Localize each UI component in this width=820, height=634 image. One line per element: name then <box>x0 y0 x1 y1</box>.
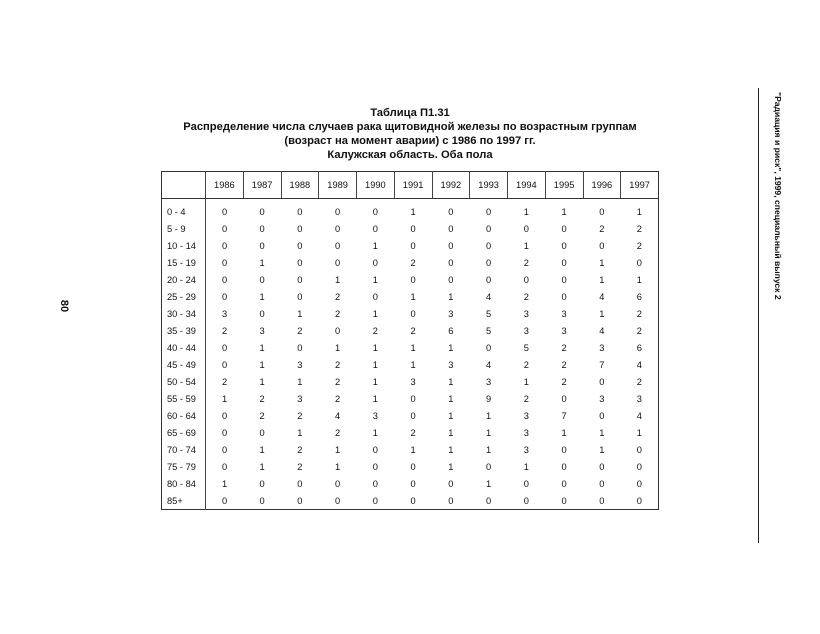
case-count-cell: 2 <box>561 342 567 353</box>
case-count-cell: 4 <box>599 291 605 302</box>
case-count-cell: 1 <box>410 444 416 455</box>
case-count-cell: 0 <box>599 376 605 387</box>
case-count-cell: 0 <box>372 291 378 302</box>
case-count-cell: 0 <box>372 257 378 268</box>
case-count-cell: 0 <box>335 240 341 251</box>
case-count-cell: 1 <box>372 342 378 353</box>
case-count-cell: 0 <box>486 342 492 353</box>
case-count-cell: 0 <box>448 206 454 217</box>
case-count-cell: 2 <box>561 359 567 370</box>
case-count-cell: 1 <box>410 359 416 370</box>
case-count-cell: 1 <box>523 206 529 217</box>
case-count-cell: 3 <box>523 444 529 455</box>
case-count-cell: 3 <box>599 342 605 353</box>
case-count-cell: 0 <box>259 206 265 217</box>
case-count-cell: 0 <box>599 495 605 506</box>
case-count-cell: 1 <box>486 410 492 421</box>
age-group-label: 35 - 39 <box>162 322 206 339</box>
year-header-1988: 1988 <box>281 172 319 199</box>
age-group-label: 70 - 74 <box>162 441 206 458</box>
table-row <box>162 407 659 424</box>
table-body <box>162 199 659 510</box>
age-group-label: 25 - 29 <box>162 288 206 305</box>
case-count-cell: 1 <box>448 461 454 472</box>
case-count-cell: 2 <box>523 291 529 302</box>
case-count-cell: 0 <box>259 427 265 438</box>
case-count-cell: 0 <box>448 478 454 489</box>
year-header-1990: 1990 <box>357 172 395 199</box>
age-group-label: 75 - 79 <box>162 458 206 475</box>
case-count-cell: 0 <box>523 274 529 285</box>
case-count-cell: 1 <box>372 274 378 285</box>
case-count-cell: 0 <box>410 240 416 251</box>
case-count-cell: 0 <box>372 461 378 472</box>
case-count-cell: 1 <box>448 376 454 387</box>
table-row <box>162 237 659 254</box>
case-count-cell: 0 <box>410 308 416 319</box>
case-count-cell: 0 <box>372 495 378 506</box>
case-count-cell: 0 <box>222 206 228 217</box>
case-count-cell: 0 <box>372 444 378 455</box>
case-count-cell: 0 <box>561 274 567 285</box>
age-group-label: 0 - 4 <box>162 203 206 220</box>
case-count-cell: 1 <box>259 359 265 370</box>
case-count-cell: 0 <box>486 461 492 472</box>
case-count-cell: 1 <box>486 478 492 489</box>
year-header-1987: 1987 <box>243 172 281 199</box>
case-count-cell: 5 <box>486 325 492 336</box>
case-count-cell: 3 <box>222 308 228 319</box>
case-count-cell: 2 <box>636 308 642 319</box>
case-count-cell: 0 <box>297 274 303 285</box>
year-header-1991: 1991 <box>394 172 432 199</box>
case-count-cell: 0 <box>636 444 642 455</box>
case-count-cell: 3 <box>297 393 303 404</box>
case-count-cell: 4 <box>486 291 492 302</box>
case-count-cell: 0 <box>410 410 416 421</box>
case-count-cell: 0 <box>222 291 228 302</box>
case-count-cell: 0 <box>448 223 454 234</box>
table-row <box>162 356 659 373</box>
case-count-cell: 2 <box>335 308 341 319</box>
case-count-cell: 2 <box>410 257 416 268</box>
case-count-cell: 1 <box>486 427 492 438</box>
case-count-cell: 0 <box>222 342 228 353</box>
case-count-cell: 4 <box>486 359 492 370</box>
case-count-cell: 0 <box>561 393 567 404</box>
case-count-cell: 0 <box>523 223 529 234</box>
case-count-cell: 1 <box>372 393 378 404</box>
case-count-cell: 1 <box>410 342 416 353</box>
case-count-cell: 3 <box>410 376 416 387</box>
table-row <box>162 254 659 271</box>
case-count-cell: 2 <box>335 359 341 370</box>
case-count-cell: 1 <box>259 291 265 302</box>
case-count-cell: 0 <box>222 495 228 506</box>
case-count-cell: 0 <box>410 478 416 489</box>
case-count-cell: 1 <box>599 274 605 285</box>
case-count-cell: 1 <box>448 444 454 455</box>
case-count-cell: 3 <box>523 427 529 438</box>
case-count-cell: 5 <box>486 308 492 319</box>
case-count-cell: 4 <box>335 410 341 421</box>
case-count-cell: 3 <box>561 308 567 319</box>
table-row <box>162 220 659 237</box>
age-group-label: 80 - 84 <box>162 475 206 492</box>
case-count-cell: 0 <box>599 240 605 251</box>
case-count-cell: 2 <box>561 376 567 387</box>
age-group-label: 15 - 19 <box>162 254 206 271</box>
age-group-label: 45 - 49 <box>162 356 206 373</box>
case-count-cell: 1 <box>636 427 642 438</box>
case-count-cell: 1 <box>410 291 416 302</box>
case-count-cell: 0 <box>561 240 567 251</box>
case-count-cell: 2 <box>297 461 303 472</box>
age-group-label: 85+ <box>162 492 206 510</box>
case-count-cell: 1 <box>448 342 454 353</box>
case-count-cell: 1 <box>372 359 378 370</box>
age-group-label: 5 - 9 <box>162 220 206 237</box>
table-row <box>162 492 659 510</box>
case-count-cell: 1 <box>523 376 529 387</box>
case-count-cell: 0 <box>448 257 454 268</box>
case-count-cell: 1 <box>297 308 303 319</box>
case-count-cell: 2 <box>599 223 605 234</box>
case-count-cell: 1 <box>335 274 341 285</box>
case-count-cell: 1 <box>561 427 567 438</box>
case-count-cell: 0 <box>561 291 567 302</box>
case-count-cell: 0 <box>561 478 567 489</box>
year-header-1994: 1994 <box>508 172 546 199</box>
case-count-cell: 0 <box>410 223 416 234</box>
age-group-label: 30 - 34 <box>162 305 206 322</box>
case-count-cell: 2 <box>335 393 341 404</box>
case-count-cell: 1 <box>561 206 567 217</box>
case-count-cell: 4 <box>636 359 642 370</box>
case-count-cell: 1 <box>410 206 416 217</box>
case-count-cell: 0 <box>599 461 605 472</box>
case-count-cell: 1 <box>372 308 378 319</box>
case-count-cell: 1 <box>297 427 303 438</box>
case-count-cell: 0 <box>636 478 642 489</box>
case-count-cell: 0 <box>259 240 265 251</box>
case-count-cell: 0 <box>259 308 265 319</box>
case-count-cell: 0 <box>297 478 303 489</box>
case-count-cell: 1 <box>259 461 265 472</box>
case-count-cell: 1 <box>372 240 378 251</box>
case-count-cell: 0 <box>486 495 492 506</box>
case-count-cell: 0 <box>222 427 228 438</box>
case-count-cell: 0 <box>599 206 605 217</box>
case-count-cell: 1 <box>335 342 341 353</box>
case-count-cell: 0 <box>561 257 567 268</box>
running-head <box>771 92 783 300</box>
case-count-cell: 1 <box>335 461 341 472</box>
age-group-label: 65 - 69 <box>162 424 206 441</box>
case-count-cell: 0 <box>372 478 378 489</box>
case-count-cell: 2 <box>297 410 303 421</box>
case-count-cell: 1 <box>222 478 228 489</box>
case-count-cell: 1 <box>486 444 492 455</box>
case-count-cell: 3 <box>523 325 529 336</box>
case-count-cell: 1 <box>448 410 454 421</box>
case-count-cell: 1 <box>259 342 265 353</box>
case-count-cell: 0 <box>259 274 265 285</box>
case-count-cell: 3 <box>486 376 492 387</box>
year-header-1996: 1996 <box>583 172 621 199</box>
table-row <box>162 305 659 322</box>
case-count-cell: 0 <box>561 495 567 506</box>
case-count-cell: 2 <box>335 376 341 387</box>
case-count-cell: 1 <box>448 393 454 404</box>
year-header-1995: 1995 <box>545 172 583 199</box>
case-count-cell: 3 <box>561 325 567 336</box>
table-row <box>162 373 659 390</box>
case-count-cell: 0 <box>523 478 529 489</box>
table-row <box>162 288 659 305</box>
case-count-cell: 1 <box>599 427 605 438</box>
case-count-cell: 3 <box>297 359 303 370</box>
case-count-cell: 2 <box>410 325 416 336</box>
case-count-cell: 2 <box>636 223 642 234</box>
case-count-cell: 3 <box>523 308 529 319</box>
data-table <box>161 171 659 510</box>
case-count-cell: 2 <box>335 427 341 438</box>
table-row <box>162 339 659 356</box>
case-count-cell: 2 <box>523 359 529 370</box>
case-count-cell: 1 <box>297 376 303 387</box>
table-row <box>162 203 659 220</box>
case-count-cell: 0 <box>636 461 642 472</box>
running-head-text: "Радиация и риск", 1999, специальный выпуск 2 <box>773 92 783 300</box>
year-header-1997: 1997 <box>621 172 659 199</box>
case-count-cell: 0 <box>259 223 265 234</box>
age-group-label: 10 - 14 <box>162 237 206 254</box>
case-count-cell: 0 <box>297 291 303 302</box>
year-header-1992: 1992 <box>432 172 470 199</box>
case-count-cell: 0 <box>222 410 228 421</box>
year-header-1989: 1989 <box>319 172 357 199</box>
case-count-cell: 1 <box>448 291 454 302</box>
case-count-cell: 1 <box>523 240 529 251</box>
table-row <box>162 424 659 441</box>
case-count-cell: 0 <box>259 478 265 489</box>
case-count-cell: 2 <box>335 291 341 302</box>
case-count-cell: 6 <box>636 291 642 302</box>
age-group-label: 60 - 64 <box>162 407 206 424</box>
table-number: Таблица П1.31 <box>370 107 450 119</box>
case-count-cell: 0 <box>599 410 605 421</box>
case-count-cell: 0 <box>561 223 567 234</box>
table-title: Распределение числа случаев рака щитовидной железы по возрастным группам <box>183 121 637 133</box>
case-count-cell: 3 <box>448 308 454 319</box>
case-count-cell: 3 <box>599 393 605 404</box>
case-count-cell: 0 <box>410 393 416 404</box>
case-count-cell: 0 <box>486 274 492 285</box>
case-count-cell: 1 <box>259 257 265 268</box>
table-row <box>162 322 659 339</box>
table-row <box>162 441 659 458</box>
case-count-cell: 1 <box>259 376 265 387</box>
year-header-1986: 1986 <box>206 172 244 199</box>
case-count-cell: 0 <box>523 495 529 506</box>
case-count-cell: 0 <box>486 206 492 217</box>
case-count-cell: 0 <box>636 495 642 506</box>
margin-rule <box>758 88 759 543</box>
age-group-label: 55 - 59 <box>162 390 206 407</box>
case-count-cell: 3 <box>372 410 378 421</box>
case-count-cell: 0 <box>486 240 492 251</box>
case-count-cell: 0 <box>222 257 228 268</box>
case-count-cell: 0 <box>486 257 492 268</box>
case-count-cell: 0 <box>297 257 303 268</box>
table-subtitle: (возраст на момент аварии) с 1986 по 1997 гг. <box>284 135 536 147</box>
age-group-label: 20 - 24 <box>162 271 206 288</box>
case-count-cell: 4 <box>599 325 605 336</box>
case-count-cell: 2 <box>222 325 228 336</box>
case-count-cell: 0 <box>448 240 454 251</box>
case-count-cell: 0 <box>335 257 341 268</box>
case-count-cell: 0 <box>599 478 605 489</box>
case-count-cell: 1 <box>335 444 341 455</box>
case-count-cell: 0 <box>222 274 228 285</box>
case-count-cell: 2 <box>410 427 416 438</box>
age-group-label: 50 - 54 <box>162 373 206 390</box>
case-count-cell: 0 <box>372 223 378 234</box>
case-count-cell: 0 <box>448 495 454 506</box>
case-count-cell: 0 <box>297 240 303 251</box>
case-count-cell: 0 <box>410 461 416 472</box>
case-count-cell: 0 <box>222 444 228 455</box>
case-count-cell: 2 <box>636 376 642 387</box>
case-count-cell: 6 <box>448 325 454 336</box>
case-count-cell: 0 <box>222 240 228 251</box>
case-count-cell: 0 <box>335 206 341 217</box>
case-count-cell: 2 <box>636 325 642 336</box>
case-count-cell: 3 <box>523 410 529 421</box>
case-count-cell: 0 <box>297 342 303 353</box>
case-count-cell: 1 <box>372 427 378 438</box>
case-count-cell: 0 <box>297 495 303 506</box>
case-count-cell: 2 <box>636 240 642 251</box>
case-count-cell: 2 <box>297 325 303 336</box>
case-count-cell: 0 <box>222 359 228 370</box>
case-count-cell: 0 <box>335 478 341 489</box>
case-count-cell: 0 <box>222 461 228 472</box>
case-count-cell: 3 <box>448 359 454 370</box>
case-count-cell: 1 <box>599 257 605 268</box>
case-count-cell: 2 <box>523 393 529 404</box>
case-count-cell: 1 <box>448 427 454 438</box>
case-count-cell: 9 <box>486 393 492 404</box>
case-count-cell: 3 <box>636 393 642 404</box>
case-count-cell: 1 <box>523 461 529 472</box>
case-count-cell: 0 <box>335 495 341 506</box>
case-count-cell: 0 <box>410 274 416 285</box>
case-count-cell: 7 <box>561 410 567 421</box>
page-number: 80 <box>58 299 71 313</box>
case-count-cell: 1 <box>372 376 378 387</box>
case-count-cell: 0 <box>561 461 567 472</box>
case-count-cell: 2 <box>259 393 265 404</box>
case-count-cell: 2 <box>523 257 529 268</box>
table-caption <box>150 106 670 162</box>
case-count-cell: 0 <box>259 495 265 506</box>
case-count-cell: 0 <box>372 206 378 217</box>
case-count-cell: 1 <box>599 444 605 455</box>
case-count-cell: 2 <box>372 325 378 336</box>
case-count-cell: 6 <box>636 342 642 353</box>
case-count-cell: 1 <box>636 274 642 285</box>
case-count-cell: 0 <box>486 223 492 234</box>
table-row <box>162 475 659 492</box>
case-count-cell: 1 <box>259 444 265 455</box>
case-count-cell: 0 <box>636 257 642 268</box>
case-count-cell: 3 <box>259 325 265 336</box>
table-region: Калужская область. Оба пола <box>327 149 493 161</box>
case-count-cell: 0 <box>561 444 567 455</box>
case-count-cell: 5 <box>523 342 529 353</box>
case-count-cell: 7 <box>599 359 605 370</box>
case-count-cell: 0 <box>222 223 228 234</box>
case-count-cell: 0 <box>297 206 303 217</box>
case-count-cell: 0 <box>335 325 341 336</box>
case-count-cell: 2 <box>297 444 303 455</box>
corner-cell <box>162 172 206 199</box>
case-count-cell: 1 <box>222 393 228 404</box>
table-row <box>162 271 659 288</box>
table-row <box>162 390 659 407</box>
case-count-cell: 2 <box>259 410 265 421</box>
case-count-cell: 0 <box>448 274 454 285</box>
case-count-cell: 1 <box>636 206 642 217</box>
case-count-cell: 2 <box>222 376 228 387</box>
case-count-cell: 4 <box>636 410 642 421</box>
table-row <box>162 458 659 475</box>
case-count-cell: 1 <box>599 308 605 319</box>
year-header-1993: 1993 <box>470 172 508 199</box>
case-count-cell: 0 <box>410 495 416 506</box>
age-group-label: 40 - 44 <box>162 339 206 356</box>
case-count-cell: 0 <box>335 223 341 234</box>
header-row <box>162 172 659 199</box>
case-count-cell: 0 <box>297 223 303 234</box>
